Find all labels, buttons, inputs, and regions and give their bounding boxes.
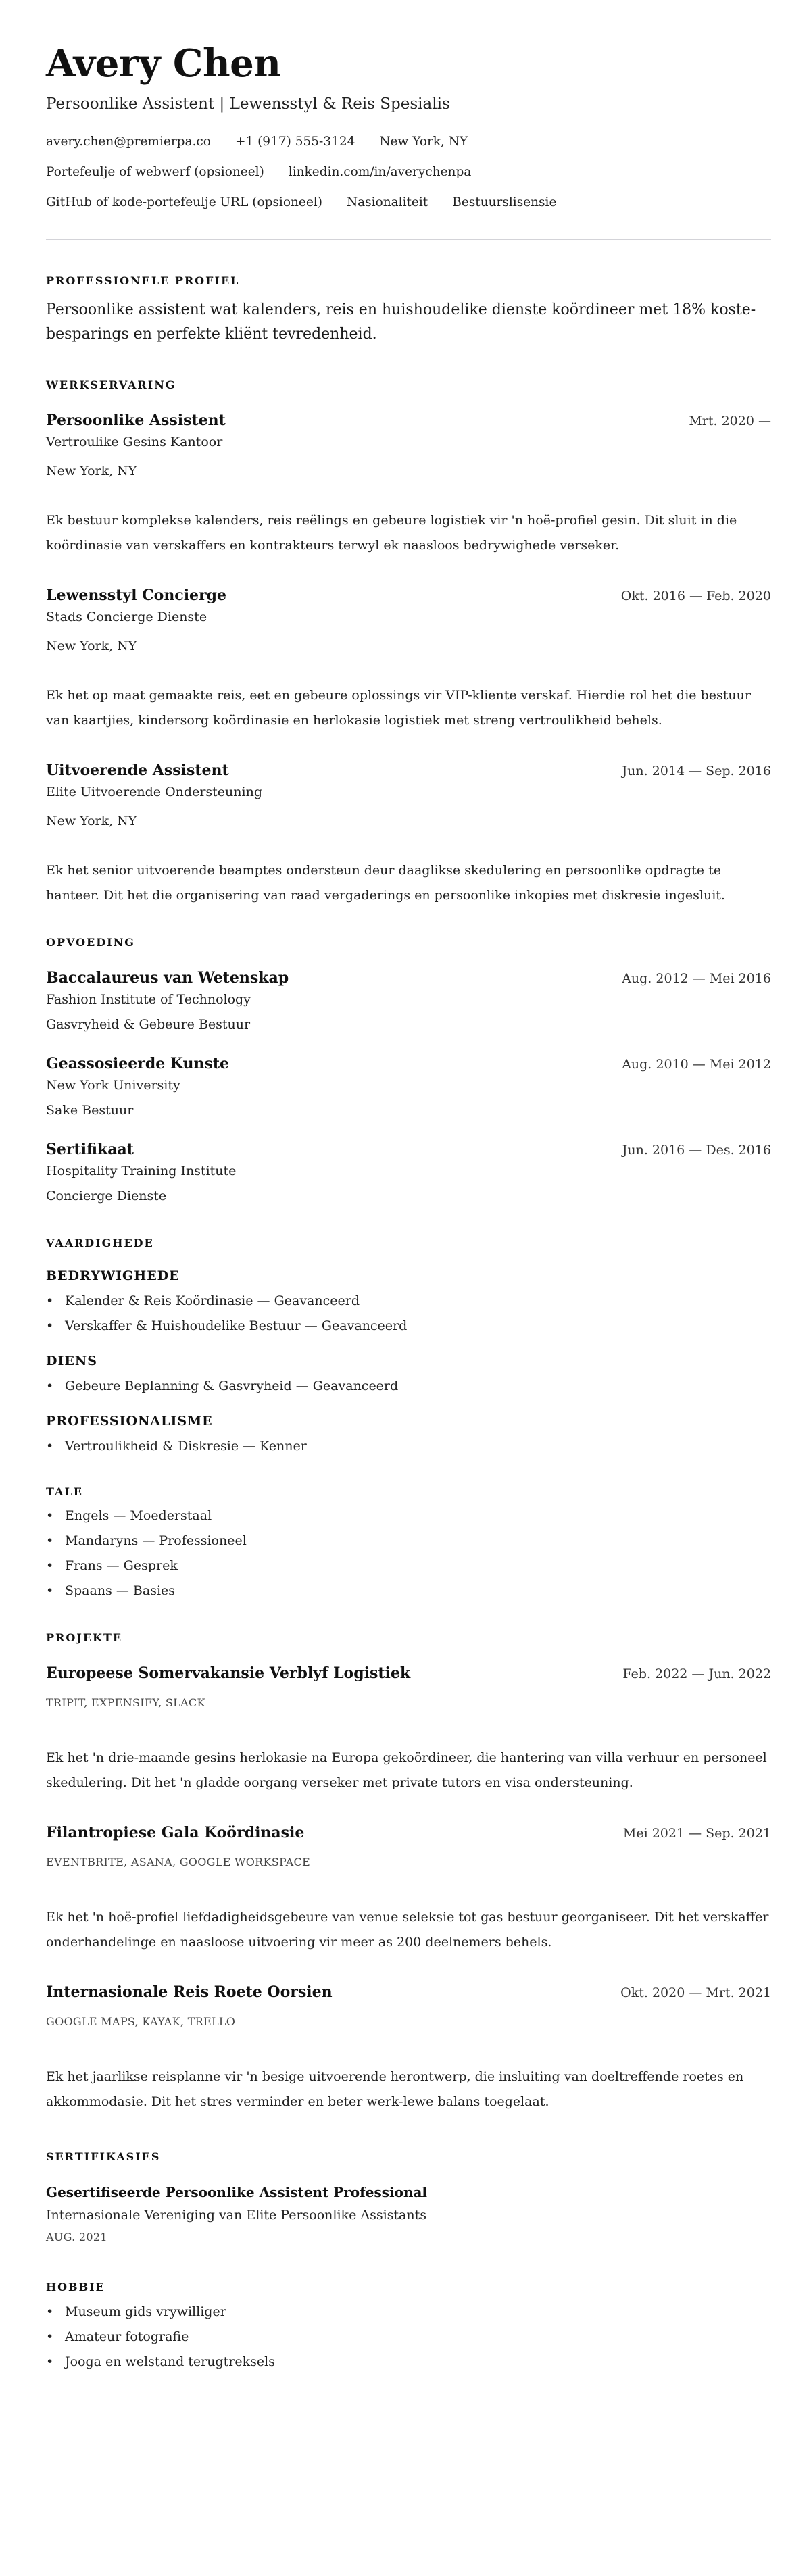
job-description: Ek het op maat gemaakte reis, eet en gebeure oplossings vir VIP-kliente verskaf. Hierdie rol het die bestuur van kaartjies, kindersorg koördinasie en herlokasie logistiek met streng vertroulikheid behels. bbox=[46, 688, 751, 728]
job-header bbox=[46, 760, 771, 781]
language-item: • Spaans — Basies bbox=[46, 1582, 771, 1600]
skill-item: • Gebeure Beplanning & Gasvryheid — Geavanceerd bbox=[46, 1377, 771, 1395]
project-description: Ek het 'n drie-maande gesins herlokasie na Europa gekoördineer, die hantering van villa verhuur en personeel skedulering. Dit het 'n gladde oorgang verseker met private tutors en visa ondersteuning. bbox=[46, 1750, 767, 1790]
skill-group-heading: BEDRYWIGHEDE bbox=[46, 1268, 180, 1283]
profile-summary: Persoonlike assistent wat kalenders, reis en huishoudelike dienste koördineer met 18% koste-besparings en perfekte kliënt tevredenheid. bbox=[46, 301, 756, 343]
section-heading-languages: TALE bbox=[46, 1485, 83, 1498]
job-location: New York, NY bbox=[46, 464, 137, 478]
project-date: Feb. 2022 — Jun. 2022 bbox=[622, 1666, 771, 1681]
email-link[interactable]: avery.chen@premierpa.co bbox=[46, 134, 211, 149]
name: Avery Chen bbox=[46, 41, 281, 86]
section-heading-skills: VAARDIGHEDE bbox=[46, 1237, 154, 1249]
degree-header bbox=[46, 1054, 771, 1074]
language-item: • Mandaryns — Professioneel bbox=[46, 1532, 771, 1550]
section-heading-hobbies: HOBBIE bbox=[46, 2281, 105, 2294]
project-title: Internasionale Reis Roete Oorsien bbox=[46, 1983, 333, 2001]
project-date: Mei 2021 — Sep. 2021 bbox=[622, 1826, 771, 1841]
school: Fashion Institute of Technology bbox=[46, 992, 251, 1007]
company: Elite Uitvoerende Ondersteuning bbox=[46, 785, 262, 799]
job-header bbox=[46, 585, 771, 605]
project-entry bbox=[46, 1982, 771, 2114]
project-title: Europeese Somervakansie Verblyf Logistiek bbox=[46, 1664, 411, 1682]
skill-list bbox=[46, 1437, 771, 1455]
skill-list bbox=[46, 1292, 771, 1335]
project-tools: EVENTBRITE, ASANA, GOOGLE WORKSPACE bbox=[46, 1856, 311, 1868]
degree-date: Aug. 2010 — Mei 2012 bbox=[622, 1057, 771, 1072]
job-title: Uitvoerende Assistent bbox=[46, 762, 229, 779]
contact-row bbox=[46, 164, 771, 181]
degree-title: Baccalaureus van Wetenskap bbox=[46, 969, 289, 987]
phone: +1 (917) 555-3124 bbox=[235, 134, 355, 149]
skill-item: • Verskaffer & Huishoudelike Bestuur — Geavanceerd bbox=[46, 1317, 771, 1335]
hobby-item: • Jooga en welstand terugtreksels bbox=[46, 2353, 771, 2371]
job-location: New York, NY bbox=[46, 814, 137, 828]
project-tools: TRIPIT, EXPENSIFY, SLACK bbox=[46, 1696, 205, 1709]
project-description: Ek het 'n hoë-profiel liefdadigheidsgebeure van venue seleksie tot gas bestuur georganiseer. Dit het verskaffer onderhandelinge en naasloose uitvoering vir meer as 200 deelnemers behels. bbox=[46, 1910, 769, 1950]
location: New York, NY bbox=[379, 134, 468, 149]
skill-group-heading: DIENS bbox=[46, 1354, 97, 1368]
linkedin-link[interactable]: linkedin.com/in/averychenpa bbox=[288, 165, 472, 179]
company: Vertroulike Gesins Kantoor bbox=[46, 435, 223, 449]
github-link[interactable]: GitHub of kode-portefeulje URL (opsioneel) bbox=[46, 195, 322, 209]
job-subtitle: Persoonlike Assistent | Lewensstyl & Reis Spesialis bbox=[46, 95, 450, 113]
degree-date: Jun. 2016 — Des. 2016 bbox=[622, 1143, 771, 1158]
job-date: Okt. 2016 — Feb. 2020 bbox=[620, 589, 771, 603]
drivers-license: Bestuurslisensie bbox=[452, 195, 557, 209]
job-location: New York, NY bbox=[46, 639, 137, 653]
school: New York University bbox=[46, 1078, 180, 1093]
field-of-study: Sake Bestuur bbox=[46, 1103, 134, 1118]
job-description: Ek het senior uitvoerende beamptes ondersteun deur daaglikse skedulering en persoonlike opdragte te hanteer. Dit het die organisering van raad vergaderings en persoonlike inkopies met diskresie ingesluit. bbox=[46, 863, 725, 903]
education-entry bbox=[46, 1139, 771, 1205]
contact-row bbox=[46, 194, 771, 212]
experience-entry bbox=[46, 410, 771, 558]
project-date: Okt. 2020 — Mrt. 2021 bbox=[620, 1985, 771, 2000]
project-header bbox=[46, 1663, 771, 1683]
job-description: Ek bestuur komplekse kalenders, reis reëlings en gebeure logistiek vir 'n hoë-profiel gesin. Dit sluit in die koördinasie van verskaffers en kontrakteurs terwyl ek naasloos bedrywighede verseker. bbox=[46, 513, 737, 553]
project-entry bbox=[46, 1663, 771, 1795]
section-heading-education: OPVOEDING bbox=[46, 936, 135, 949]
section-heading-experience: WERKSERVARING bbox=[46, 378, 176, 391]
experience-entry bbox=[46, 585, 771, 733]
school: Hospitality Training Institute bbox=[46, 1164, 237, 1179]
project-title: Filantropiese Gala Koördinasie bbox=[46, 1824, 305, 1841]
degree-title: Sertifikaat bbox=[46, 1141, 134, 1158]
skill-item: • Kalender & Reis Koördinasie — Geavanceerd bbox=[46, 1292, 771, 1310]
education-entry bbox=[46, 968, 771, 1033]
job-header bbox=[46, 410, 771, 430]
field-of-study: Gasvryheid & Gebeure Bestuur bbox=[46, 1017, 251, 1032]
hobby-item: • Museum gids vrywilliger bbox=[46, 2303, 771, 2321]
cert-date: AUG. 2021 bbox=[46, 2231, 107, 2244]
nationality: Nasionaliteit bbox=[346, 195, 428, 209]
project-description: Ek het jaarlikse reisplanne vir 'n besige uitvoerende herontwerp, die insluiting van doeltreffende roetes en akkommodasie. Dit het stres verminder en beter werk-lewe balans toegelaat. bbox=[46, 2069, 744, 2109]
degree-header bbox=[46, 1139, 771, 1160]
section-heading-projects: PROJEKTE bbox=[46, 1631, 123, 1644]
job-title: Lewensstyl Concierge bbox=[46, 587, 227, 604]
job-date: Mrt. 2020 — bbox=[689, 414, 771, 428]
portfolio-link[interactable]: Portefeulje of webwerf (opsioneel) bbox=[46, 165, 264, 179]
cert-title: Gesertifiseerde Persoonlike Assistent Professional bbox=[46, 2184, 428, 2200]
degree-date: Aug. 2012 — Mei 2016 bbox=[622, 971, 771, 986]
job-date: Jun. 2014 — Sep. 2016 bbox=[622, 764, 771, 778]
job-title: Persoonlike Assistent bbox=[46, 412, 226, 429]
field-of-study: Concierge Dienste bbox=[46, 1189, 167, 1204]
cert-issuer: Internasionale Vereniging van Elite Persoonlike Assistants bbox=[46, 2208, 426, 2223]
company: Stads Concierge Dienste bbox=[46, 610, 207, 624]
project-header bbox=[46, 1823, 771, 1843]
hobby-item: • Amateur fotografie bbox=[46, 2328, 771, 2346]
skill-group-heading: PROFESSIONALISME bbox=[46, 1414, 213, 1429]
education-entry bbox=[46, 1054, 771, 1119]
contact-row bbox=[46, 133, 771, 151]
language-item: • Engels — Moederstaal bbox=[46, 1507, 771, 1525]
degree-header bbox=[46, 968, 771, 988]
divider bbox=[46, 239, 771, 240]
experience-entry bbox=[46, 760, 771, 908]
skill-list bbox=[46, 1377, 771, 1395]
degree-title: Geassosieerde Kunste bbox=[46, 1055, 230, 1072]
skill-item: • Vertroulikheid & Diskresie — Kenner bbox=[46, 1437, 771, 1455]
section-heading-profile: PROFESSIONELE PROFIEL bbox=[46, 274, 240, 287]
section-heading-certifications: SERTIFIKASIES bbox=[46, 2150, 161, 2163]
project-entry bbox=[46, 1823, 771, 1955]
language-item: • Frans — Gesprek bbox=[46, 1557, 771, 1575]
project-header bbox=[46, 1982, 771, 2002]
project-tools: GOOGLE MAPS, KAYAK, TRELLO bbox=[46, 2015, 236, 2028]
